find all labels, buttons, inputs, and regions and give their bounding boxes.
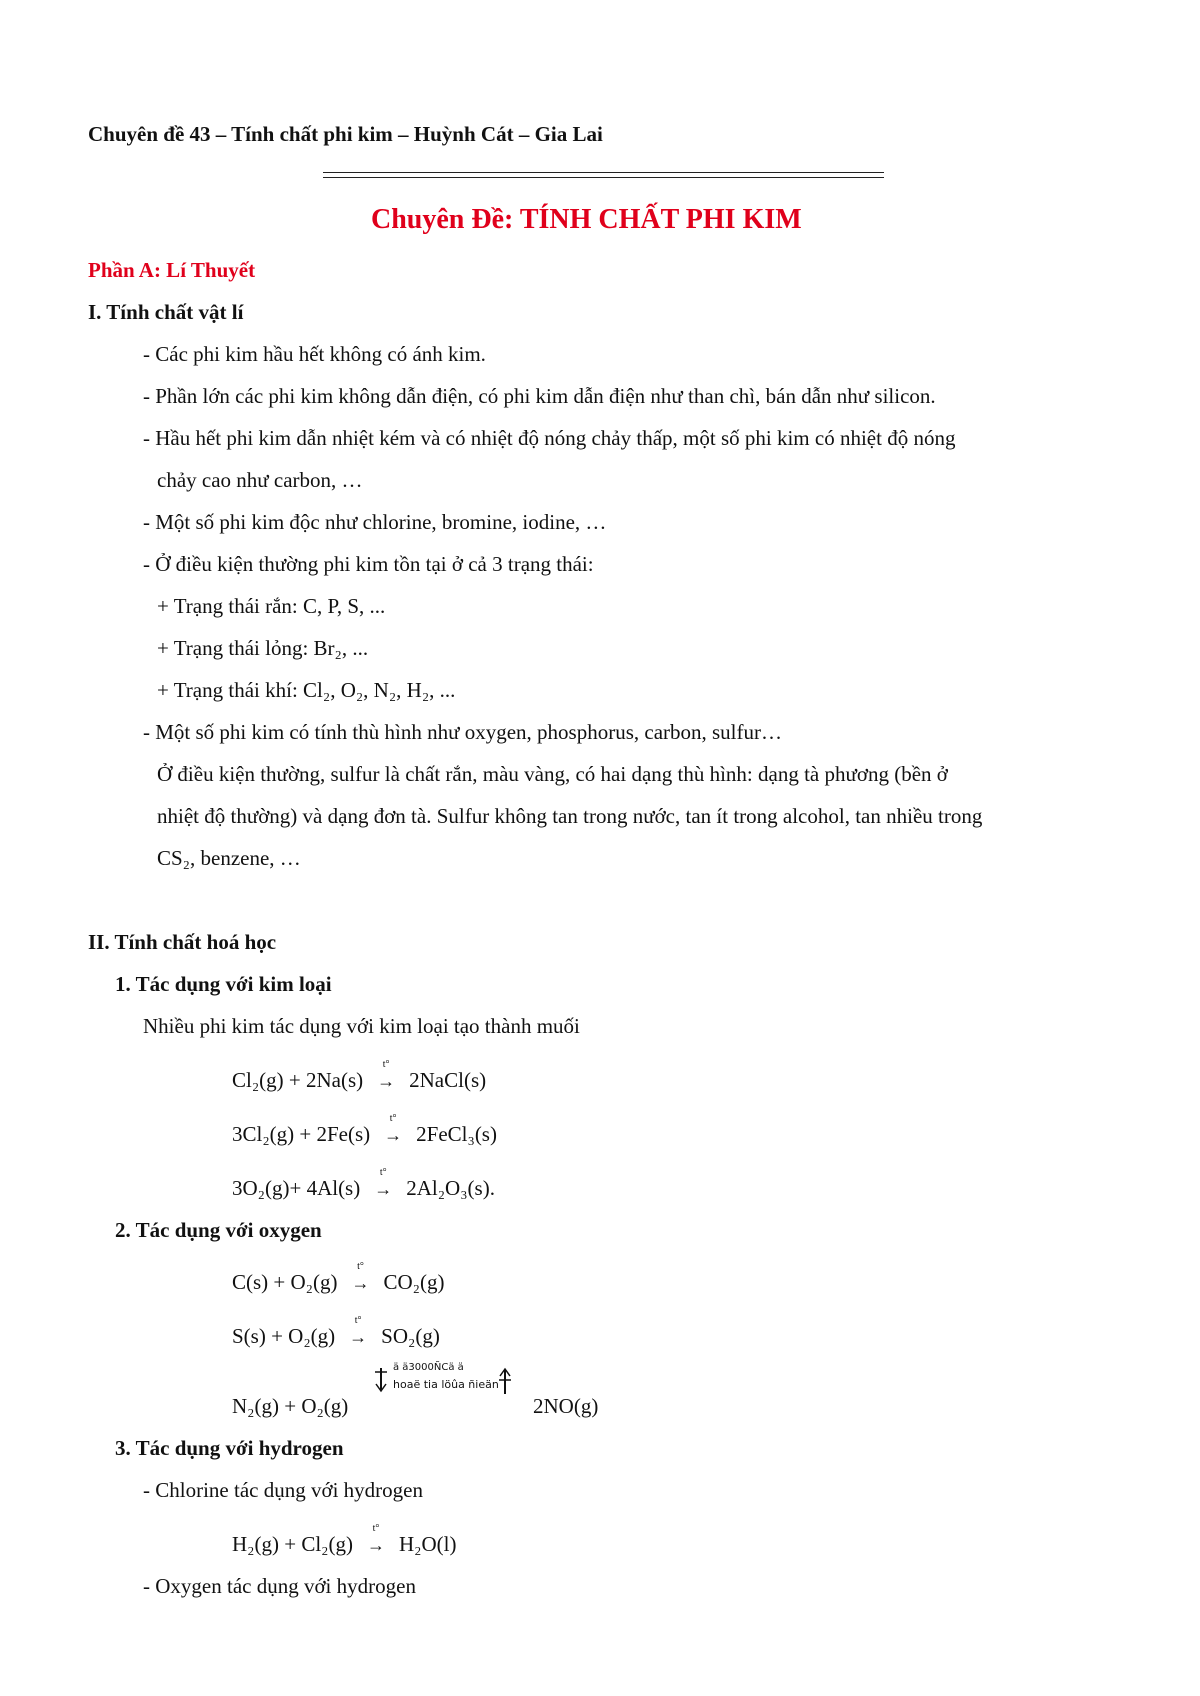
header-rule-top: [323, 172, 884, 173]
subsection3-line: - Oxygen tác dụng với hydrogen: [143, 1574, 416, 1598]
equation-row: [232, 1315, 440, 1349]
arrow-glyph: →: [374, 1179, 393, 1199]
arrow-glyph: →: [366, 1535, 385, 1555]
section1-line: + Trạng thái lỏng: Br₂, ...: [157, 636, 369, 660]
arrow-condition: t°: [382, 1059, 390, 1070]
reaction-arrow-icon: [345, 1261, 375, 1294]
section1-heading: I. Tính chất vật lí: [88, 300, 244, 324]
equation-row: [232, 1261, 445, 1295]
subsection2-heading: 2. Tác dụng với oxygen: [115, 1218, 322, 1242]
part-a-heading: Phần A: Lí Thuyết: [88, 258, 256, 282]
equation-right: 2NO(g): [533, 1394, 599, 1418]
subsection3-line: - Chlorine tác dụng với hydrogen: [143, 1478, 423, 1502]
page-title: Chuyên Đề: TÍNH CHẤT PHI KIM: [371, 204, 802, 235]
equation-right: 2FeCl₃(s): [416, 1122, 497, 1146]
section1-line: + Trạng thái rắn: C, P, S, ...: [157, 594, 386, 618]
arrow-condition: t°: [372, 1523, 380, 1534]
section1-line: nhiệt độ thường) và dạng đơn tà. Sulfur không tan trong nước, tan ít trong alcohol, tan nhiều trong: [157, 804, 983, 828]
subsection1-intro: Nhiều phi kim tác dụng với kim loại tạo thành muối: [143, 1014, 580, 1038]
reaction-arrow-icon: [368, 1167, 398, 1200]
reaction-arrow-icon: [343, 1315, 373, 1348]
section1-line: - Một số phi kim có tính thù hình như oxygen, phosphorus, carbon, sulfur…: [143, 720, 783, 744]
document-header: Chuyên đề 43 – Tính chất phi kim – Huỳnh Cát – Gia Lai: [88, 122, 603, 146]
equation-right: CO₂(g): [383, 1270, 445, 1294]
equation-right: 2Al₂O₃(s).: [406, 1176, 495, 1200]
reaction-arrow-icon: [371, 1059, 401, 1092]
subsection1-heading: 1. Tác dụng với kim loại: [115, 972, 332, 996]
arrow-condition-bottom: hoaë tia löûa ñieän: [393, 1378, 499, 1391]
equation-row: [232, 1523, 457, 1557]
arrow-condition-top: ä ä3000ÑCä ä: [393, 1362, 464, 1373]
arrow-glyph: →: [384, 1125, 403, 1145]
arrow-condition: t°: [389, 1113, 397, 1124]
equation-left: 3Cl₂(g) + 2Fe(s): [232, 1122, 371, 1146]
arrow-condition: t°: [357, 1261, 364, 1272]
arrow-condition: t°: [379, 1167, 387, 1178]
equation-left: C(s) + O₂(g): [232, 1270, 338, 1294]
section1-line: Ở điều kiện thường, sulfur là chất rắn, màu vàng, có hai dạng thù hình: dạng tà phương (bền ở: [157, 762, 948, 786]
arrow-glyph: →: [377, 1071, 396, 1091]
reaction-arrow-special: [373, 1362, 523, 1408]
equation-row: [232, 1059, 487, 1093]
equation-row: [232, 1113, 497, 1147]
equation-left: H₂(g) + Cl₂(g): [232, 1532, 353, 1556]
section1-line: - Một số phi kim độc như chlorine, bromine, iodine, …: [143, 510, 607, 534]
arrow-glyph: →: [349, 1327, 368, 1347]
section2-heading: II. Tính chất hoá học: [88, 930, 277, 954]
section1-line: chảy cao như carbon, …: [157, 468, 363, 492]
section1-line: + Trạng thái khí: Cl₂, O₂, N₂, H₂, ...: [157, 678, 456, 702]
equation-left: Cl₂(g) + 2Na(s): [232, 1068, 364, 1092]
down-arrow-icon: [373, 1366, 389, 1394]
subsection3-heading: 3. Tác dụng với hydrogen: [115, 1436, 344, 1460]
equation-right: 2NaCl(s): [409, 1068, 487, 1092]
arrow-glyph: →: [351, 1273, 370, 1293]
section1-line: CS₂, benzene, …: [157, 846, 301, 870]
header-rule-bottom: [323, 177, 884, 178]
equation-left: 3O₂(g)+ 4Al(s): [232, 1176, 361, 1200]
equation-row: [232, 1167, 495, 1201]
section1-line: - Phần lớn các phi kim không dẫn điện, có phi kim dẫn điện như than chì, bán dẫn như silicon.: [143, 384, 936, 408]
reaction-arrow-icon: [378, 1113, 408, 1146]
equation-right: SO₂(g): [381, 1324, 440, 1348]
equation-left: N₂(g) + O₂(g): [232, 1394, 349, 1418]
section1-line: - Hầu hết phi kim dẫn nhiệt kém và có nhiệt độ nóng chảy thấp, một số phi kim có nhiệt độ nóng: [143, 426, 956, 450]
up-arrow-icon: [497, 1366, 513, 1396]
equation-left: S(s) + O₂(g): [232, 1324, 336, 1348]
reaction-arrow-icon: [361, 1523, 391, 1556]
equation-right: H₂O(l): [398, 1532, 457, 1556]
section1-line: - Các phi kim hầu hết không có ánh kim.: [143, 342, 486, 366]
section1-line: - Ở điều kiện thường phi kim tồn tại ở cả 3 trạng thái:: [143, 552, 594, 576]
arrow-condition: t°: [354, 1315, 362, 1326]
